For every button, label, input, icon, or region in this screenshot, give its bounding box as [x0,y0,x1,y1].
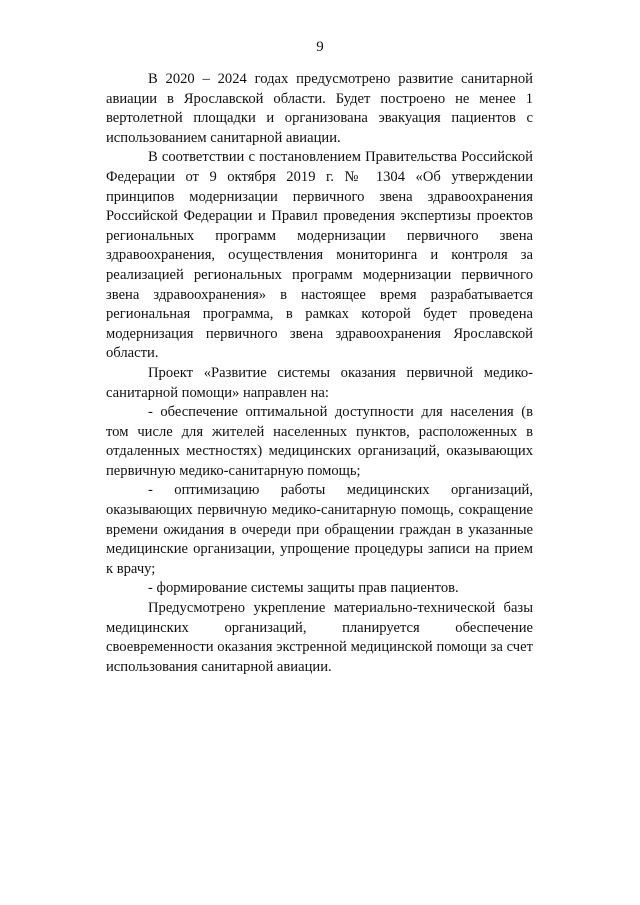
paragraph-infrastructure: Предусмотрено укрепление материально-технической базы медицинских организаций, планируется обеспечение своевременности оказания экстренной медицинской помощи за счет использования санитарной авиации. [106,600,533,675]
list-item-patient-rights: - формирование системы защиты прав пациентов. [148,580,459,597]
paragraph-project-aims: Проект «Развитие системы оказания первичной медико-санитарной помощи» направлен на: [106,364,533,401]
paragraph-sanitary-aviation: В 2020 – 2024 годах предусмотрено развитие санитарной авиации в Ярославской области. Будет построено не менее 1 вертолетной площадки и организована эвакуация пациентов с использованием санитарной авиации. [106,71,533,146]
list-item-accessibility: - обеспечение оптимальной доступности для населения (в том числе для жителей населенных пунктов, расположенных в отдаленных местностях) медицинских организаций, оказывающих первичную медико-санитарную помощь; [106,404,533,479]
list-item-optimization: - оптимизацию работы медицинских организаций, оказывающих первичную медико-санитарную помощь, сокращение времени ожидания в очереди при обращении граждан в указанные медицинские организации, упрощение процедуры записи на прием к врачу; [106,482,533,577]
document-body [106,70,533,677]
paragraph-government-decree: В соответствии с постановлением Правительства Российской Федерации от 9 октября 2019 г. № 1304 «Об утверждении принципов модернизации первичного звена здравоохранения Российской Федерации и Правил проведения экспертизы проектов региональных программ модернизации первичного звена здравоохранения, осуществления мониторинга и контроля за реализацией региональных программ модернизации первичного звена здравоохранения» в настоящее время разрабатывается региональная программа, в рамках которой будет проведена модернизация первичного звена здравоохранения Ярославской области. [106,149,533,362]
page-number: 9 [316,39,324,55]
